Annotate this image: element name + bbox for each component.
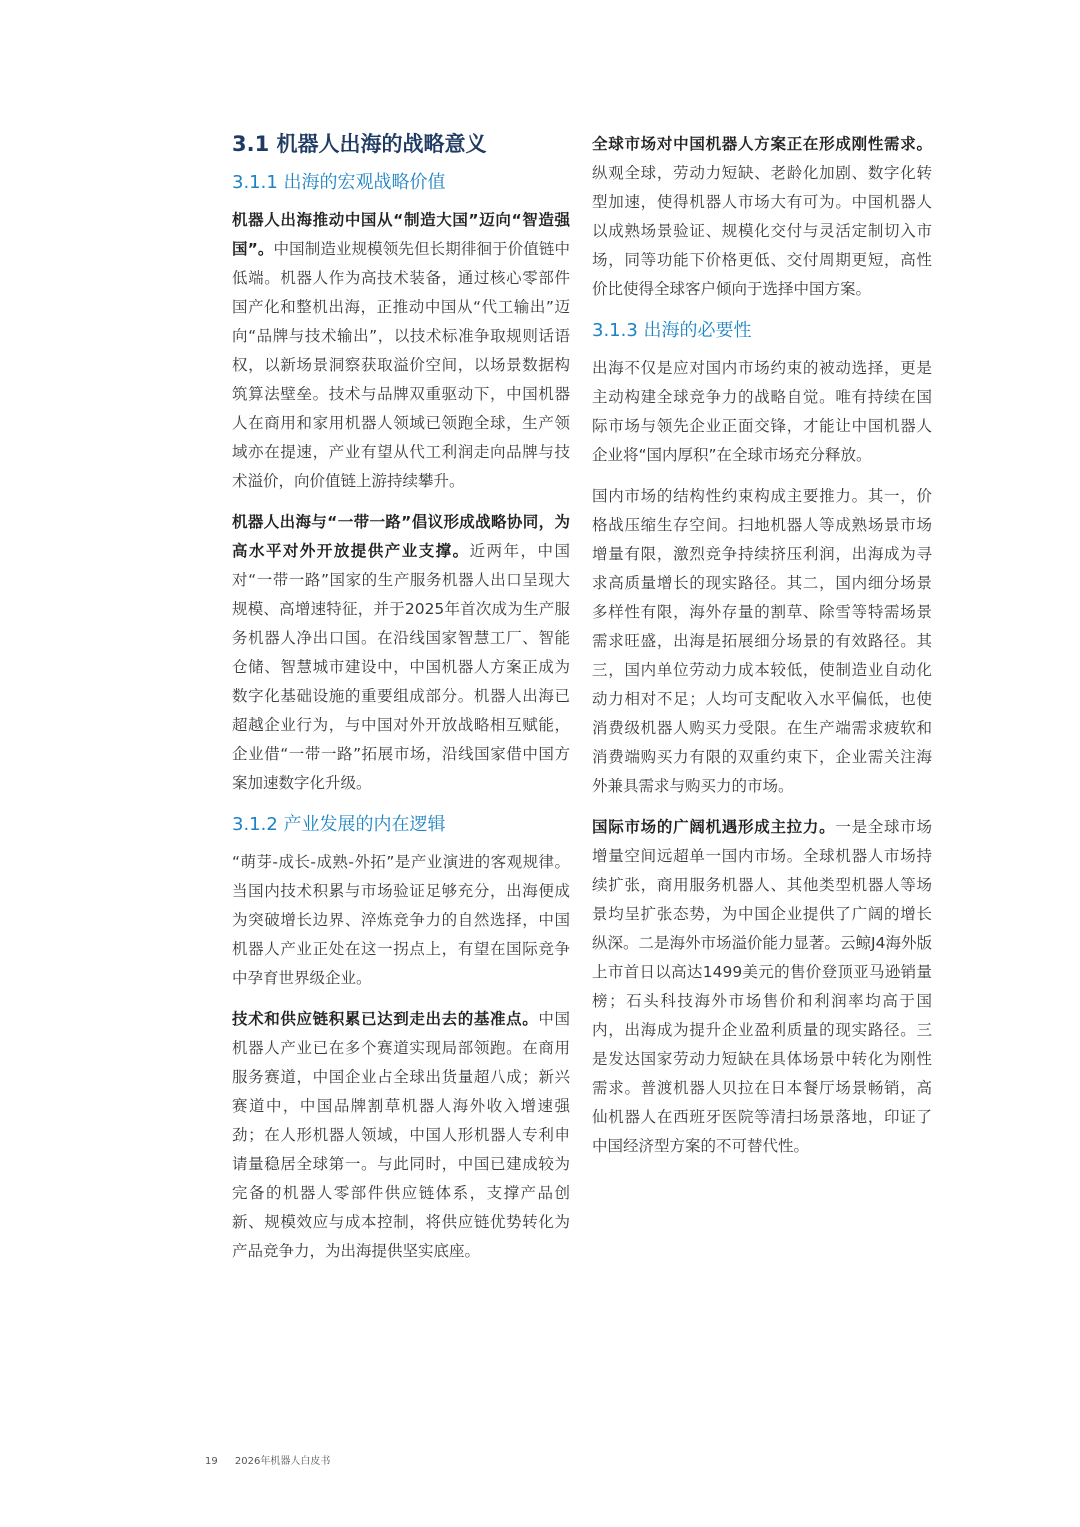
paragraph-body: “萌芽-成长-成熟-外拓”是产业演进的客观规律。当国内技术积累与市场验证足够充分，出海便成为突破增长边界、淬炼竞争力的自然选择，中国机器人产业正处在这一拐点上，有望在国际竞争中孕育世界级企业。 bbox=[232, 853, 570, 987]
paragraph-lead: 机器人出海与“一带一路”倡议形成战略协同，为高水平对外开放提供产业支撑。 bbox=[232, 513, 570, 560]
paragraph-lead: 技术和供应链积累已达到走出去的基准点。 bbox=[232, 1010, 539, 1028]
right-column bbox=[592, 130, 932, 1173]
paragraph-lead: 国际市场的广阔机遇形成主拉力。 bbox=[592, 818, 836, 836]
paragraph-body: 纵观全球，劳动力短缺、老龄化加剧、数字化转型加速，使得机器人市场大有可为。中国机器人以成熟场景验证、规模化交付与灵活定制切入市场，同等功能下价格更低、交付周期更短，高性价比使得全球客户倾向于选择中国方案。 bbox=[592, 164, 932, 298]
paragraph bbox=[592, 813, 932, 1161]
paragraph bbox=[232, 1005, 570, 1266]
subsection-heading-3-1-3: 3.1.3 出海的必要性 bbox=[592, 320, 752, 341]
page-footer bbox=[205, 1452, 344, 1467]
paragraph-body: 一是全球市场增量空间远超单一国内市场。全球机器人市场持续扩张，商用服务机器人、其他类型机器人等场景均呈扩张态势，为中国企业提供了广阔的增长纵深。二是海外市场溢价能力显著。云鲸J4海外版上市首日以高达1499美元的售价登顶亚马逊销量榜；石头科技海外市场售价和利润率均高于国内，出海成为提升企业盈利质量的现实路径。三是发达国家劳动力短缺在具体场景中转化为刚性需求。普渡机器人贝拉在日本餐厅场景畅销，高仙机器人在西班牙医院等清扫场景落地，印证了中国经济型方案的不可替代性。 bbox=[592, 818, 932, 1155]
paragraph-body: 国内市场的结构性约束构成主要推力。其一，价格战压缩生存空间。扫地机器人等成熟场景市场增量有限，激烈竞争持续挤压利润，出海成为寻求高质量增长的现实路径。其二，国内细分场景多样性有限，海外存量的割草、除雪等特需场景需求旺盛，出海是拓展细分场景的有效路径。其三，国内单位劳动力成本较低，使制造业自动化动力相对不足；人均可支配收入水平偏低，也使消费级机器人购买力受限。在生产端需求疲软和消费端购买力有限的双重约束下，企业需关注海外兼具需求与购买力的市场。 bbox=[592, 487, 932, 795]
paragraph-body: 近两年，中国对“一带一路”国家的生产服务机器人出口呈现大规模、高增速特征，并于2025年首次成为生产服务机器人净出口国。在沿线国家智慧工厂、智能仓储、智慧城市建设中，中国机器人方案正成为数字化基础设施的重要组成部分。机器人出海已超越企业行为，与中国对外开放战略相互赋能，企业借“一带一路”拓展市场，沿线国家借中国方案加速数字化升级。 bbox=[232, 542, 570, 792]
paragraph-body: 中国机器人产业已在多个赛道实现局部领跑。在商用服务赛道，中国企业占全球出货量超八成；新兴赛道中，中国品牌割草机器人海外收入增速强劲；在人形机器人领域，中国人形机器人专利申请量稳居全球第一。与此同时，中国已建成较为完备的机器人零部件供应链体系，支撑产品创新、规模效应与成本控制，将供应链优势转化为产品竞争力，为出海提供坚实底座。 bbox=[232, 1010, 570, 1260]
paragraph bbox=[232, 508, 570, 798]
subsection-heading-3-1-1: 3.1.1 出海的宏观战略价值 bbox=[232, 172, 446, 193]
paragraph bbox=[592, 482, 932, 801]
page-number: 19 bbox=[205, 1456, 218, 1467]
paragraph-lead: 机器人出海推动中国从“制造大国”迈向“智造强国”。 bbox=[232, 211, 570, 258]
paragraph bbox=[592, 354, 932, 470]
paragraph bbox=[232, 848, 570, 993]
section-heading: 3.1 机器人出海的战略意义 bbox=[232, 132, 487, 156]
paragraph-body: 出海不仅是应对国内市场约束的被动选择，更是主动构建全球竞争力的战略自觉。唯有持续在国际市场与领先企业正面交锋，才能让中国机器人企业将“国内厚积”在全球市场充分释放。 bbox=[592, 359, 932, 464]
subsection-heading-3-1-2: 3.1.2 产业发展的内在逻辑 bbox=[232, 814, 446, 835]
paragraph bbox=[592, 130, 932, 304]
paragraph-body: 中国制造业规模领先但长期徘徊于价值链中低端。机器人作为高技术装备，通过核心零部件国产化和整机出海，正推动中国从“代工输出”迈向“品牌与技术输出”，以技术标准争取规则话语权，以新场景洞察获取溢价空间，以场景数据构筑算法壁垒。技术与品牌双重驱动下，中国机器人在商用和家用机器人领域已领跑全球，生产领域亦在提速，产业有望从代工利润走向品牌与技术溢价，向价值链上游持续攀升。 bbox=[232, 240, 570, 490]
left-column bbox=[232, 128, 570, 1278]
paragraph bbox=[232, 206, 570, 496]
paragraph-lead: 全球市场对中国机器人方案正在形成刚性需求。 bbox=[592, 135, 932, 153]
document-title: 2026年机器人白皮书 bbox=[234, 1456, 331, 1467]
